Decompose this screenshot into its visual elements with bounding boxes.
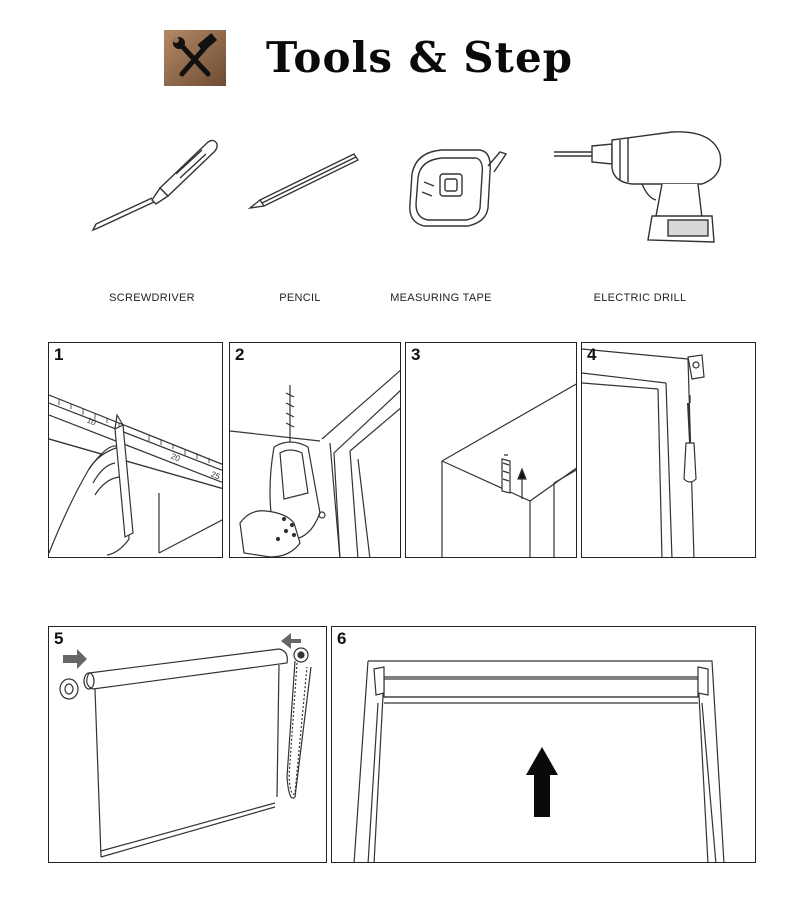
ruler-mark-25: 25	[209, 469, 222, 482]
roller-blind-assembly-illustration	[49, 627, 327, 863]
step-panel-5	[48, 626, 327, 863]
step-number-4: 4	[587, 345, 597, 364]
page-title: Tools & Step	[266, 33, 574, 82]
tools-logo	[164, 30, 226, 86]
electric-drill-icon	[552, 128, 732, 246]
step-number-5: 5	[54, 629, 64, 648]
step-panel-3	[405, 342, 577, 558]
tool-label-screwdriver: SCREWDRIVER	[109, 292, 195, 304]
pencil-icon	[246, 148, 364, 214]
step-number-6: 6	[337, 629, 347, 648]
tool-label-pencil: PENCIL	[279, 292, 321, 304]
step-number-1: 1	[54, 345, 64, 364]
step-panel-6	[331, 626, 756, 863]
drilling-illustration	[230, 343, 401, 558]
ruler-mark-20: 20	[169, 451, 182, 464]
ruler-mark-10: 10	[85, 415, 98, 428]
bracket-mounting-illustration	[582, 343, 756, 558]
tools-icon	[164, 30, 226, 86]
step-panel-2	[229, 342, 401, 558]
measuring-illustration	[49, 343, 223, 558]
step-panel-4	[581, 342, 756, 558]
step-number-2: 2	[235, 345, 245, 364]
blind-installed-illustration	[332, 627, 756, 863]
tool-label-electric-drill: ELECTRIC DRILL	[593, 292, 687, 304]
step-number-3: 3	[411, 345, 421, 364]
tool-label-measuring-tape: MEASURING TAPE	[390, 292, 492, 304]
step-panel-1	[48, 342, 223, 558]
screwdriver-icon	[90, 130, 220, 240]
wall-plug-illustration	[406, 343, 577, 558]
measuring-tape-icon	[402, 142, 512, 234]
